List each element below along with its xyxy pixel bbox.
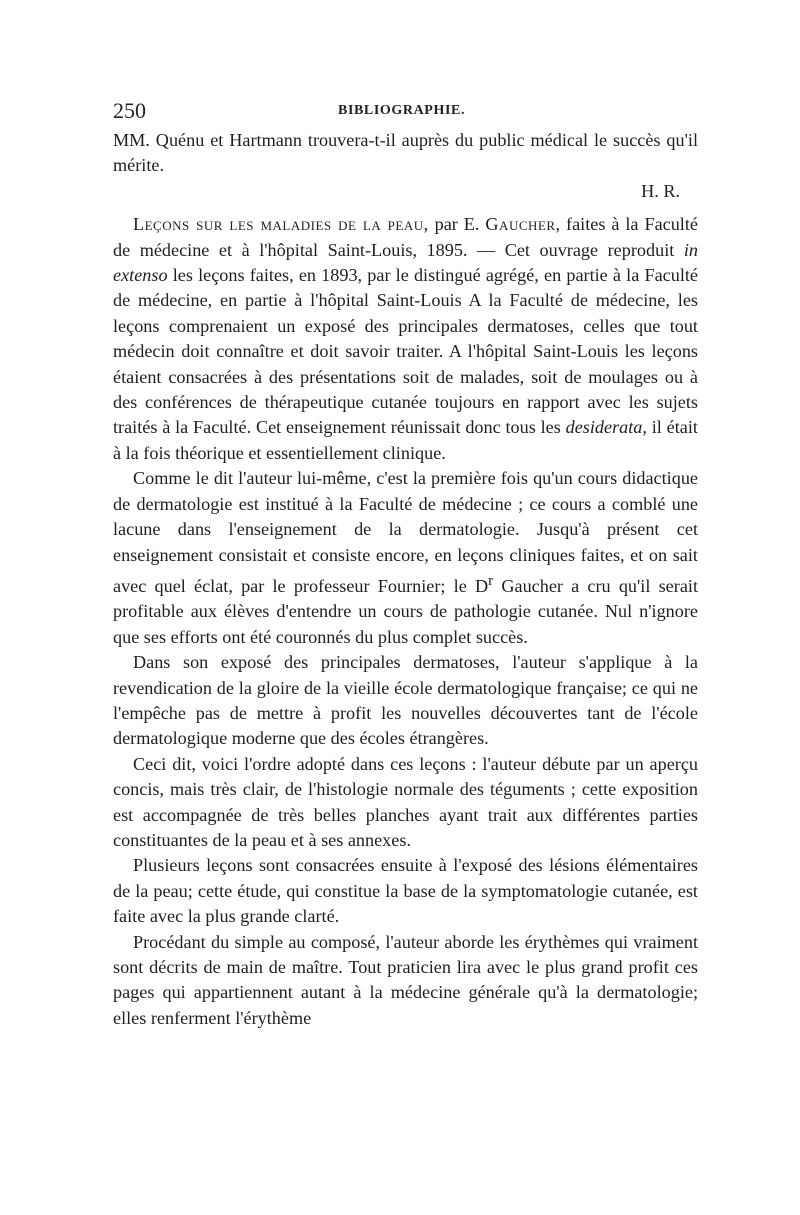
review-by: par E. — [428, 214, 486, 235]
review-paragraph-2 — [113, 466, 698, 650]
body-text — [113, 128, 698, 1031]
review-paragraph-4: Ceci dit, voici l'ordre adopté dans ces leçons : l'auteur débute par un aperçu concis, mais très clair, de l'histologie normale des téguments ; cette exposition est accompagnée de très belles planches ayant trait aux différentes parties constituantes de la peau et à ses annexes. — [113, 753, 698, 851]
review-p1-text-c: , il était à la fois théorique et essentiellement clinique. — [113, 417, 698, 463]
review-paragraph-1 — [113, 212, 698, 466]
review-paragraph-3: Dans son exposé des principales dermatoses, l'auteur s'applique à la revendication de la gloire de la vieille école dermatologique française; ce qui ne l'empêche pas de mettre à profit les nouvelles découvertes tant de l'école dermatologique moderne que des écoles étrangères. — [113, 652, 698, 749]
page-number: 250 — [113, 98, 146, 123]
review-author: Gaucher — [485, 214, 556, 235]
review-p1-italic-2: desiderata — [565, 417, 643, 438]
page-header — [113, 98, 698, 126]
review-p1-text-a: , faites à la Faculté de médecine et à l'hôpital Saint-Louis, 1895. — Cet ouvrage reproduit — [113, 214, 698, 260]
review-p2-text-a: Comme le dit l'auteur lui-même, c'est la première fois qu'un cours didactique de dermatologie est institué à la Faculté de médecine ; ce cours a comblé une lacune dans l'enseignement de la dermatologie. Jusqu'à présent cet enseignement consistait et consiste encore, en leçons cliniques faites, et on sait avec quel éclat, par le professeur Fournier; le D — [113, 468, 698, 596]
review-p1-text-b: les leçons faites, en 1893, par le distingué agrégé, en partie à la Faculté de médecine, en partie à l'hôpital Saint-Louis A la Faculté de médecine, les leçons comprenaient un exposé des principales dermatoses, celles que tout médecin doit connaître et doit savoir traiter. A l'hôpital Saint-Louis les leçons étaient consacrées à des présentations soit de malades, soit de moulages ou à des conférences de thérapeutique cutanée toujours en rapport avec les sujets traités à la Faculté. Cet enseignement réunissait donc tous les — [113, 265, 698, 438]
review-p1-italic-1: in extenso — [113, 239, 698, 286]
review-p2-superscript: r — [488, 571, 494, 589]
review-paragraph-5: Plusieurs leçons sont consacrées ensuite à l'exposé des lésions élémentaires de la peau; cette étude, qui constitue la base de la symptomatologie cutanée, est faite avec la plus grande clarté. — [113, 855, 698, 927]
intro-paragraph: MM. Quénu et Hartmann trouvera-t-il auprès du public médical le succès qu'il mérite. — [113, 130, 698, 176]
review-paragraph-6: Procédant du simple au composé, l'auteur aborde les érythèmes qui vraiment sont décrits de main de maître. Tout praticien lira avec le plus grand profit ces pages qui appartiennent autant à la médecine générale qu'à la dermatologie; elles renferment l'érythème — [113, 931, 698, 1028]
review-title: Leçons sur les maladies de la peau, — [133, 214, 429, 235]
running-head: BIBLIOGRAPHIE. — [338, 103, 466, 118]
signature: H. R. — [641, 180, 680, 201]
section-gap — [113, 204, 698, 212]
review-p2-text-b: Gaucher a cru qu'il serait profitable aux élèves d'entendre un cours de pathologie cutanée. Nul n'ignore que ses efforts ont été couronnés du plus complet succès. — [113, 575, 698, 647]
